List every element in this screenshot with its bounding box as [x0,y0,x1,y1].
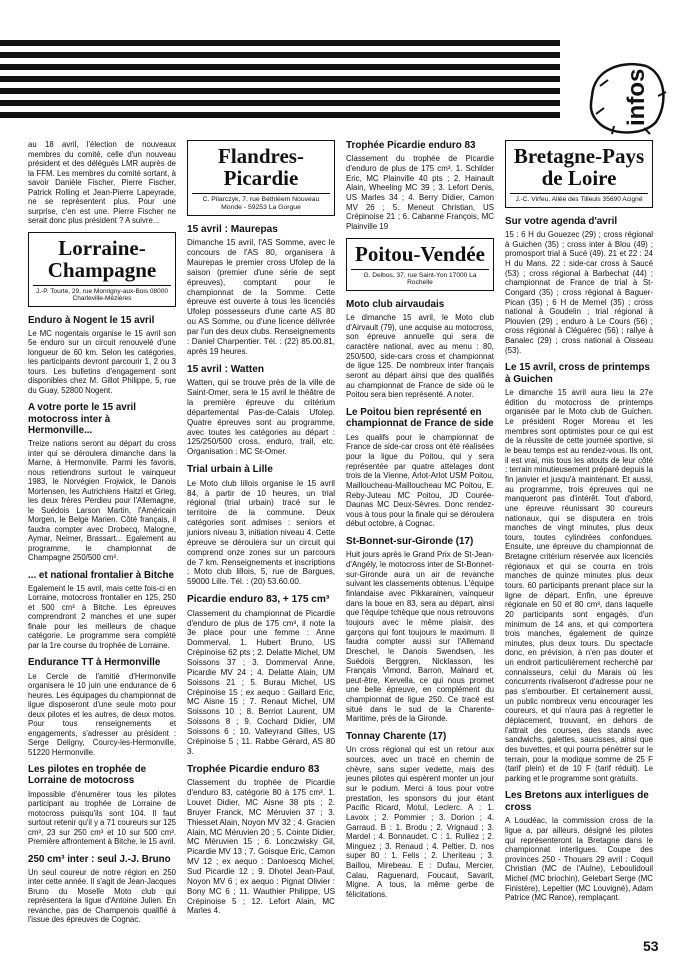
region-address: J.-P. Tourte, 29, rue Monrigny-aux-Bois 08000 Charleville-Mézières [33,285,171,303]
article-heading: Trophée Picardie enduro 83 [187,763,320,775]
article-heading: Tonnay Charente (17) [346,730,447,742]
article-body: Dimanche 15 avril, l'AS Somme, avec le concours de l'AS 80, organisera à Maurepas le premier cross Ufolep de la saison (premier d'une série de sept épreuves), comptant pour le championnat de la Somme. Cette épreuve est ouverte à tous les licenciés Ufolep possesseurs d'une carte AS 80 ou AS Somme, ou d'une licence délivrée par l'un des deux clubs. Renseignements : Daniel Charpentier. Tél. : (22) 85.00.81, après 19 heures. [187,238,335,356]
article-body: Un seul coureur de notre région en 250 inter cette année. Il s'agit de Jean-Jacques Bruno du Moselle Moto club qui représentera la ligue d'Antoine Julien. En revanche, pas de Champenois qualifié à l'issue des épreuves de Cognac. [28,867,176,925]
region-title: Poitou-Vendée [355,241,485,266]
article-body: Un cross régional qui est un retour aux sources, avec un tracé en chemin de chèvre, sans super vedette, mais des jeunes pilotes qui espèrent monter un jour sur le podium. Merci à tous pour votre prestation, les sponsors du jour étant Pacific Ricard, Motul, Leclerc. A : 1. Lavoix ; 2. Pommier ; 3. Dorion ; 4. Garraud. B : 1. Brodu ; 2. Vrignaud ; 3. Mardel ; 4. Bonnaudet. C : 1. Rulliez ; 2. Minguez ; 3. Renaud ; 4. Peltier. D. nos super 80 : 1. Felis ; 2. Lheriteau ; 3. Baillou, Mirebeau. E : Dufau, Mercier, Calau, Raguenard, Foucaut, Savarit, Migne. A tous, la même gerbe de félicitations. [346,745,494,899]
article-body: Egalement le 15 avril, mais cette fois-ci en Lorraine, motocross frontalier en 125, 250 et 500 cm³ à Bitche. Les épreuves comprendront 2 manches et une super finale pour les meilleurs de chaque catégorie. Le programme sera complété par la 1re course du trophée de Lorraine. [28,583,176,650]
infos-logo [584,56,670,138]
header-stripes [0,40,560,128]
column-lorraine [28,140,176,930]
article-body: Impossible d'énumérer tous les pilotes participant au trophée de Lorraine de motocross puisqu'ils sont 104. Il faut surtout retenir qu'il y a 71 coureurs sur 125 cm³, 23 sur 250 cm³ et 10 sur 500 cm³. Première affrontement à Bitche, le 15 avril. [28,789,176,847]
article-heading: St-Bonnet-sur-Gironde (17) [346,536,474,548]
article-body: A Loudéac, la commission cross de la ligue a, par ailleurs, désigné les pilotes qui représenteront la Bretagne dans le championnat interligues. Coupe des provinces 250 - Thouars 29 avril : Coquil Christian (MC de l'Aulne), Leboulidouil Michel (MC briochin), Gelebart Serge (MC Finistère), Lepeltier (MC Louvigné), Adam Patrice (MC Rance), remplaçant. [505,816,653,903]
region-address: C. Pilarczyk, 7, rue Béthléem Nouveau Monde - 59253 La Gorgue [192,193,330,212]
article-heading: 15 avril : Watten [187,363,265,375]
article-heading: Endurance TT à Hermonville [28,657,161,669]
article-heading: Sur votre agenda d'avril [505,215,618,227]
region-title: Flandres-Picardie [218,144,304,191]
region-title: Lorraine-Champagne [47,235,157,282]
intro-paragraph: au 18 avril, l'élection de nouveaux membres du comité, celle d'un nouveau président et des délégués LMR auprès de la FFM. Les membres du comité sortant, à savoir Danièle Fischer, Pierre Fischer, Patrick Rolling et Jean-Pierre Lapeyrade, ne se représentent plus. Pour une surprise, c'en est une. Pierre Fischer ne serait donc plus président ? A suivre... [28,140,176,225]
article-heading: 250 cm³ inter : seul J.-J. Bruno [28,853,171,865]
article-body: Huit jours après le Grand Prix de St-Jean-d'Angély, le motocross inter de St-Bonnet-sur-Gironde aura un air de revanche suivant les classements obtenus. L'équipe finlandaise avec Pikkarainen, vainqueur dans la boue en 83, sera au départ, ainsi que l'équipe tchèque que nous retrouvons toujours avec le même plaisir, des garçons qui font toujours le maximum. Il faudra compter aussi sur l'Allemand Dreschel, le Danois Swendsen, les Suédois Berggren, Nicklasson, les Français Vimond, Barron, Malnard et, peut-être, Kervella, ce qui nous promet une belle épreuve, en complément du championnat de ligue 250. Ce tracé est situé dans le sud de la Charente-Maritime, près de la Gironde. [346,550,494,724]
region-address: J.-C. Virfeu, Allée des Tilleuls 35690 Acigné [510,193,648,204]
region-box [187,140,335,216]
article-body: Les qualifs pour le championnat de France de side-car cross ont été réalisées pour la ligue du Poitou, qui y sera représentée par quatre attelages dont trois de la Vienne, Arlot-Arlot USM Poitou, Mailloucheau-Mailloucheau MC Poitou, E. Reby-Juteau MC Poitou, JD Courée-Daunas MC Deux-Sèvres. Donc rendez-vous à tous pour la finale qui se déroulera début octobre, à Cognac. [346,432,494,529]
column-poitou [346,140,494,905]
article-body: Classement du championnat de Picardie d'enduro de plus de 175 cm³, il note la 3e place pour une femme : Anne Dommerval. 1. Hubert Bruno, US Crépinoise 62 pts ; 2. Delatte Michel, UM Soissons 37 ; 3. Dommerval Anne, Picardie MV 24 ; 4. Delatte Alain, UM Soissons 21 ; 5. Burau Michel, US Crépinoise 15 ; ex aequo : Gaillard Eric, MC Aisne 15 ; 7. Renaut Michel, UM Soissons 10 ; 8. Berriot Laurent, UM Soissons 8 ; 9. Cochard Didier, UM Soissons 6 ; 10. Valleyrand Gilles, US Crépinoise 5 ; 11. Rabbe Gérard, AS 80 3. [187,608,335,756]
article-heading: Le 15 avril, cross de printemps à Guichen [505,362,650,385]
article-body: 15 : 6 H du Gouezec (29) ; cross régional à Guichen (35) ; cross inter à Blou (49) ; promosport trial à Sucé (49). 21 et 22 : 24 H du Mans. 22 : side-car cross à Saucé (53) ; cross régional à Barbechat (44) ; championnat de France de trial à St-Congard (35) ; cross régional à Baguer-Pican (35) ; 6 H de Mernel (35) ; cross national à Goudelin ; trial régional à Plouvien (29) ; enduro à Le Cours (56) ; cross régional à Cléguérec (56) ; rallye à Banalec (29) ; cross national à Oisseau (53). [505,230,653,355]
article-body: Le Cercle de l'amitié d'Hermonville organisera le 10 juin une endurance de 6 heures. Les équipages du championnat de ligue disposeront d'une seule moto pour deux pilotes et les autres, de deux motos. Pour tous renseignements et engagements, s'adresser au président : Serge Deligny, Courcy-les-Hermonville, 51220 Hermonville. [28,671,176,757]
article-heading: Enduro à Nogent le 15 avril [28,314,155,326]
region-box [28,232,176,307]
region-title: Bretagne-Pays de Loire [513,144,645,191]
article-heading: ... et national frontalier à Bitche [28,569,174,581]
article-heading: Le Poitou bien représenté en championnat de France de side [346,406,494,430]
column-flandres [187,140,335,921]
page-number: 53 [643,938,659,954]
article-body: Treize nations seront au départ du cross inter qui se déroulera dimanche dans la Marne, à Hermonville. Parmi les favoris, nous retiendrons surtout le vainqueur 1983, le Norvégien Frojwick, le Danois Mortensen, les Autrichiens Haitzl et Grieg, les deux frères Perdieu pour l'Allemagne, le Suédois Larson Martin, l'Américain Morgen, le Belge Marien. Côté français, il faudra compter avec Drobecq, Malogne, Aymar, Neimer, Brassart... Egalement au programme, le championnat de Champagne 250/500 cm³. [28,439,176,563]
article-body: Classement du trophée de Picardie d'enduro de plus de 175 cm³. 1. Schilder Eric, MC Plainville 40 pts ; 2. Hainault Alain, Wheeling MC 39 ; 3. Lefort Denis, US Marles 34 ; 4. Berry Didier, Camon MV 26 ; 5. Meneut Christian, US Crépinoise 21 ; 6. Cabanne François, MC Plainville 19 [346,154,494,231]
article-heading: A votre porte le 15 avril motocross inter à Hermonville... [28,402,136,436]
article-heading: 15 avril : Maurepas [187,223,278,235]
article-heading: Trial urbain à Lille [187,464,273,476]
article-body: Le MC nogentais organise le 15 avril son 5e enduro sur un circuit renouvelé d'une longueur de 60 km. Selon les catégories, les participants devront parcourir 1, 2 ou 3 tours. Les bulletins d'engagement sont disponibles chez M. Gillot Philippe, 5, rue du Guay, 52800 Nogent. [28,328,176,395]
article-body: Le dimanche 15 avril, le Moto club d'Airvault (79), une acquise au motocross, son épreuve annuelle qui sera de caractère national, avec au menu : 80, 250/500, side-cars cross et championnat de ligue 125. De nombreux inter français seront au départ ainsi que des qualifiés au championnat de France de side où le Poitou sera bien représenté. A noter. [346,313,494,400]
article-body: Classement du trophée de Picardie d'enduro 83, catégorie 80 à 175 cm³. 1. Louvet Didier, MC Aisne 38 pts ; 2. Bruyer Franck, MC Méruvien 37 ; 3. Thiesset Alain, Noyon MV 32 ; 4. Gracien Alain, MC Méruvien 20 ; 5. Cointe Didier, MC Méruvien 15 ; 6. Lonczwisky Gil, Picardie MV 13 ; 7. Goisque Eric, Camon MV 12 ; ex aequo : Danloescq Michel, Sud Picardie 12 ; 9. Dhotel Jean-Paul, Noyon MV 6 ; ex aequo : Pignat Olivier : Bony MC 6 ; 11. Wauthier Philippe, US Crépinoise 5 ; 12. Lefort Alain, MC Marles 4. [187,778,336,916]
column-bretagne [505,140,653,908]
article-heading: Les pilotes en trophée de Lorraine de motocross [28,764,147,787]
region-box [505,140,653,208]
article-heading: Les Bretons aux interligues de cross [505,790,649,813]
article-heading: Picardie enduro 83, + 175 cm³ [187,594,330,606]
article-body: Le dimanche 15 avril aura lieu la 27e édition du motocross de printemps organisée par le Moto club de Guichen. Le président Roger Moreau et les membres sont optimistes pour ce qui est de la réussite de cette journée sportive, si le beau temps est au rendez-vous. Ils ont, il est vrai, mis tous les atouts de leur côté : terrain minutieusement préparé depuis la fin janvier et jusqu'à maintenant. Et aussi, au programme, trois épreuves qui ne manqueront pas d'intérêt. Tout d'abord, une épreuve réunissant 30 coureurs nationaux, qui se disputera en trois manches de vingt minutes, plus deux tours, toutes cylindrées confondues. Ensuite, une épreuve du championnat de Bretagne critérium réservée aux licenciés régionaux et qui se courra en trois manches de quinze minutes plus deux tours. 60 participants prenant place sur la ligne de départ. Enfin, une épreuve régionale en 50 et 80 cm³, dans laquelle 20 participants sont engagés, d'un minimum de 14 ans, et qui comportera trois manches, également de quinze minutes, plus deux tours. Du spectacle donc, en prévision, à n'en pas douter et un endroit particulièrement recherché par connaisseurs, celui du Marais où les concurrents rivaliseront d'adresse pour ne pas s'embourber. Et certainement aussi, un public nombreux venu encourager les coureurs, et qui n'aura pas à regretter le déplacement, trouvant, en dehors de l'attrait des courses, des stands avec sandwichs, galettes, saucisses, ainsi que des buvettes, et qui pourra pénétrer sur le terrain, pour la modique somme de 25 F (tarif plein) et de 10 F (tarif réduit). Le parking et le programme sont gratuits. [505,388,653,783]
article-heading: Moto club airvaudais [346,298,445,310]
region-box [346,238,494,291]
article-body: Watten, qui se trouve près de la ville de Saint-Omer, sera le 15 avril le théâtre de la première épreuve du critérium départemental Pas-de-Calais Ufolep. Quatre épreuves sont au programme, avec toutes les catégories au départ : 125/250/500 cross, enduro, trail, etc. Organisation : MC St-Omer. [187,378,335,457]
region-address: G. Delbos, 37, rue Saint-Yon 17000 La Rochelle [351,269,489,287]
article-heading: Trophée Picardie enduro 83 [346,140,476,151]
logo-text: infos [623,68,650,126]
article-body: Le Moto club lillois organise le 15 avril 84, à partir de 10 heures, un trial régional (trial urbain) tracé sur le territoire de la commune. Deux catégories sont admises : seniors et juniors niveau 3, initiation niveau 4. Cette épreuve se déroulera sur un circuit qui comprend onze zones sur un parcours de 7 km. Renseignements et inscriptions : Moto club lillois, 5, rue de Bargues, 59000 Lille. Tél. : (20) 53.60.00. [187,478,335,587]
